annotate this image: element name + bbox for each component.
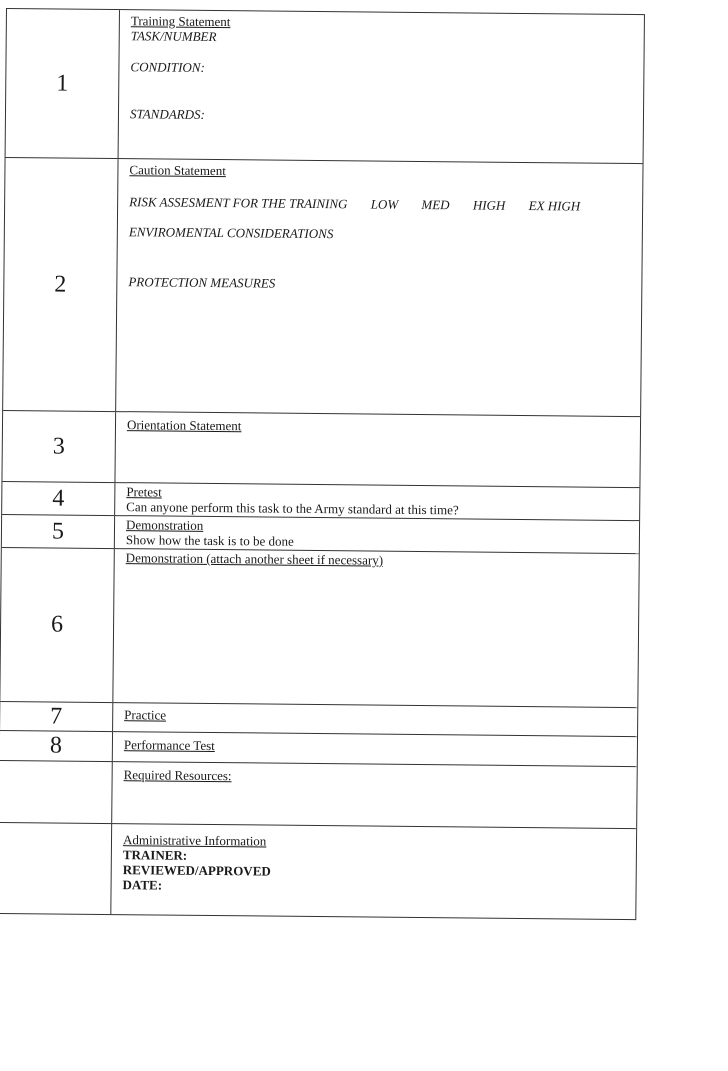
section-title: Demonstration (attach another sheet if necessary): [125, 550, 384, 568]
row-number: 4: [2, 482, 115, 515]
row-demonstration-extended: [0, 548, 638, 708]
row-content: [124, 767, 631, 787]
row-content: [124, 707, 631, 727]
condition-label: CONDITION:: [130, 59, 205, 75]
section-title: Demonstration: [125, 517, 204, 533]
row-number: 2: [3, 158, 118, 411]
pretest-question: Can anyone perform this task to the Army standard at this time?: [126, 499, 459, 518]
row-number: 1: [6, 9, 120, 158]
row-administrative-information: [0, 823, 636, 919]
reviewed-approved-label: REVIEWED/APPROVED: [122, 862, 271, 879]
section-title: Orientation Statement: [126, 417, 242, 434]
section-title: Performance Test: [123, 737, 215, 754]
section-title: Caution Statement: [129, 162, 226, 179]
section-title: Administrative Information: [122, 832, 267, 849]
section-title: Training Statement: [130, 13, 231, 30]
trainer-label: TRAINER:: [122, 847, 188, 863]
row-number: [0, 823, 112, 914]
standards-label: STANDARDS:: [129, 106, 205, 122]
row-number: 7: [0, 702, 113, 731]
row-caution-statement: [3, 158, 642, 417]
section-title: Practice: [124, 707, 167, 723]
row-number: [0, 761, 113, 823]
date-label: DATE:: [122, 877, 163, 893]
training-form: [0, 8, 645, 920]
row-number: 8: [0, 731, 113, 761]
row-content: [130, 13, 638, 126]
row-content: [126, 517, 633, 552]
row-number: 6: [0, 548, 114, 702]
risk-assessment-line: [129, 194, 636, 214]
section-title: Required Resources:: [123, 767, 232, 784]
row-orientation-statement: [2, 411, 640, 488]
row-content: [128, 162, 636, 294]
row-content: [123, 832, 631, 897]
demonstration-description: Show how the task is to be done: [125, 532, 294, 549]
row-number: 5: [2, 515, 115, 548]
row-content: [126, 550, 633, 570]
risk-assessment-label: RISK ASSESMENT FOR THE TRAINING: [129, 194, 348, 212]
risk-level-ex-high: EX HIGH: [528, 198, 581, 214]
row-content: [126, 484, 633, 519]
row-number: 3: [2, 411, 116, 482]
row-required-resources: [0, 761, 637, 829]
row-content: [124, 737, 631, 757]
row-training-statement: [6, 9, 644, 164]
risk-level-med: MED: [421, 196, 450, 213]
task-number-label: TASK/NUMBER: [130, 28, 217, 45]
risk-level-low: LOW: [370, 196, 399, 212]
section-title: Pretest: [126, 484, 162, 500]
protection-measures-label: PROTECTION MEASURES: [128, 274, 276, 291]
risk-level-high: HIGH: [472, 197, 506, 213]
environmental-considerations-label: ENVIROMENTAL CONSIDERATIONS: [128, 224, 334, 242]
row-content: [127, 417, 634, 437]
